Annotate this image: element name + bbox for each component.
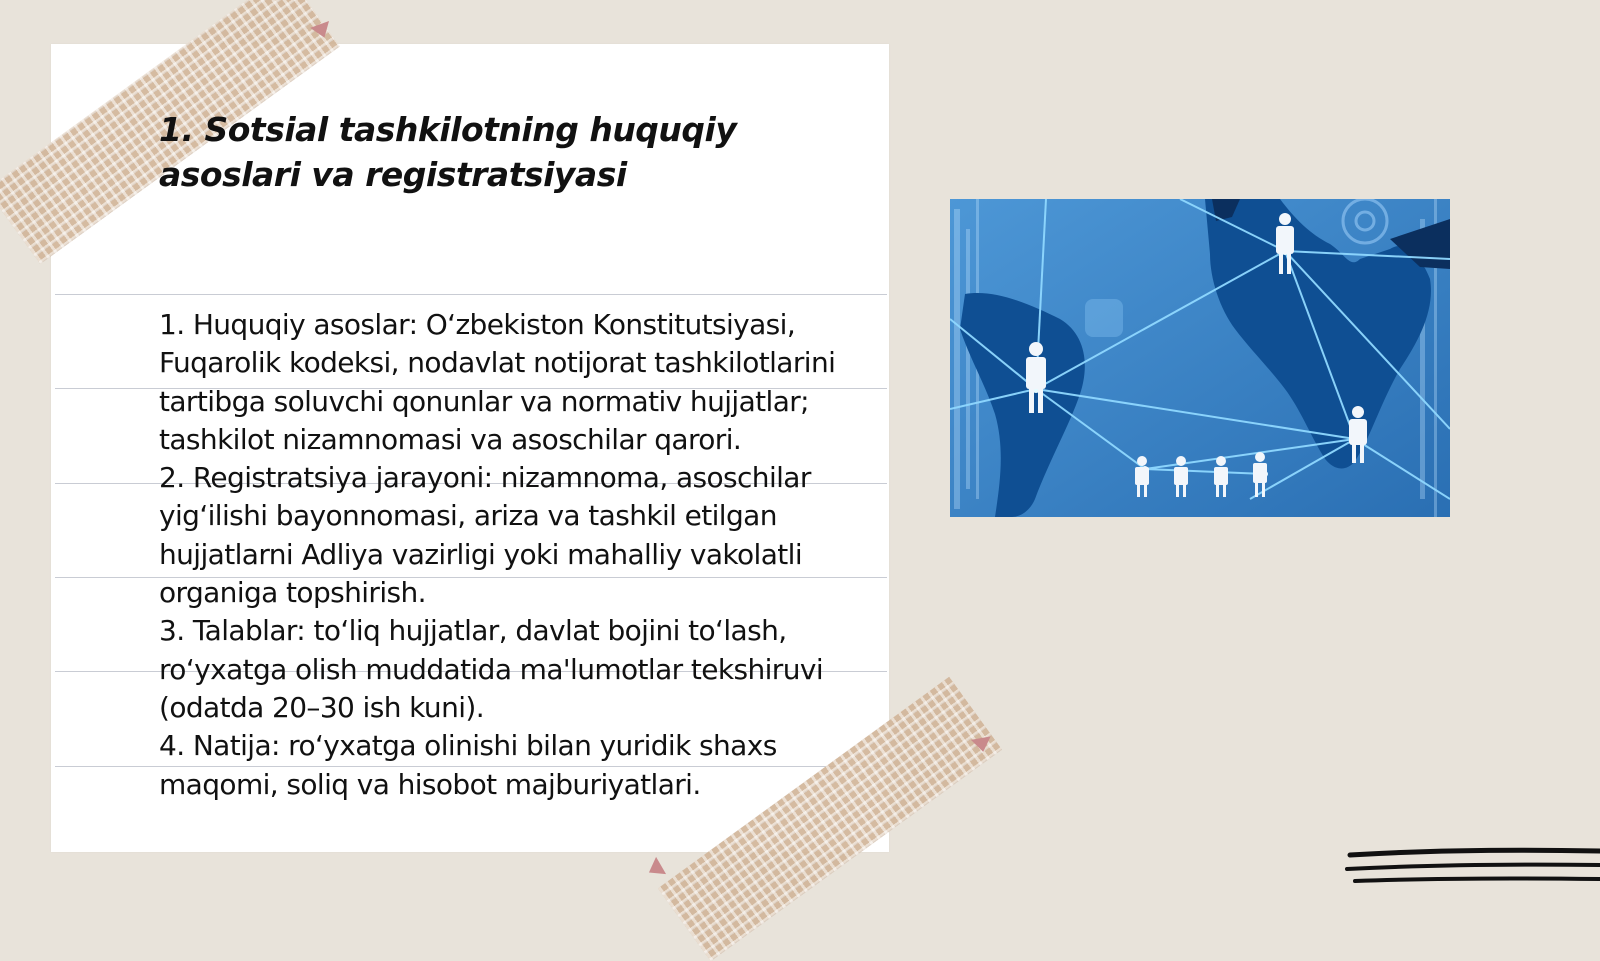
- scribble-decoration: [1345, 845, 1600, 900]
- slide-body: [159, 306, 839, 900]
- faint-phone-icon: [1085, 299, 1123, 337]
- paper-rule-line: [55, 294, 887, 295]
- body-paragraph-legal-basis: 1. Huquqiy asoslar: O‘zbekiston Konstitutsiyasi, Fuqarolik kodeksi, nodavlat notijorat tashkilotlarini tartibga soluvchi qonunlar va normativ hujjatlar; tashkilot nizamnomasi va asoschilar qarori.: [159, 308, 836, 456]
- body-paragraph-requirements: 3. Talablar: to‘liq hujjatlar, davlat bojini to‘lash, ro‘yxatga olish muddatida ma'lumotlar tekshiruvi (odatda 20–30 ish kuni).: [159, 614, 824, 724]
- slide-title: 1. Sotsial tashkilotning huquqiy asoslari va registratsiyasi: [159, 110, 737, 194]
- body-paragraph-registration-process: 2. Registratsiya jarayoni: nizamnoma, asoschilar yig‘ilishi bayonnomasi, ariza va tashkil etilgan hujjatlarni Adliya vazirligi yoki mahalliy vakolatli organiga topshirish.: [159, 461, 811, 610]
- network-map-image: [950, 199, 1450, 517]
- body-paragraph-result: 4. Natija: ro‘yxatga olinishi bilan yuridik shaxs maqomi, soliq va hisobot majburiyatlari.: [159, 729, 777, 801]
